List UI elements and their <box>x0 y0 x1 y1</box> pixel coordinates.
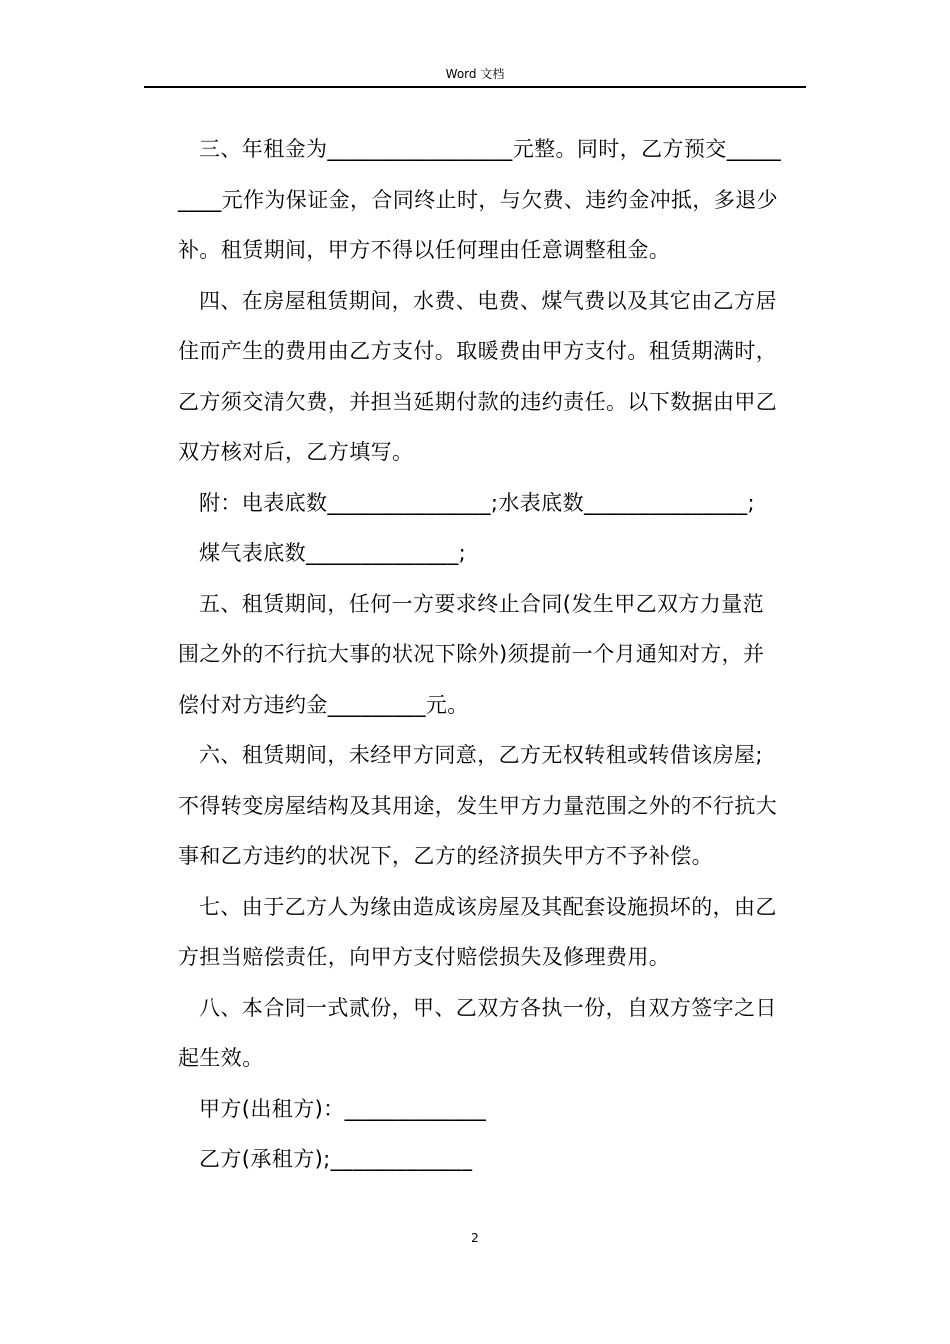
clause-8-line-2: 起生效。 <box>178 1046 264 1070</box>
clause-7-line-2: 方担当赔偿责任，向甲方支付赔偿损失及修理费用。 <box>178 945 671 969</box>
clause-4-line-3: 乙方须交清欠费，并担当延期付款的违约责任。以下数据由甲乙 <box>178 389 778 414</box>
lessor-signature-line: 甲方(出租方)：_____________ <box>199 1096 487 1121</box>
clause-7-line-1: 七、由于乙方人为缘由造成该房屋及其配套设施损坏的，由乙 <box>199 894 777 919</box>
clause-5-line-3: 偿付对方违约金_________元。 <box>178 692 469 717</box>
header-divider <box>144 86 806 88</box>
page-number: 2 <box>471 1231 479 1245</box>
clause-8-line-1: 八、本合同一式贰份，甲、乙双方各执一份，自双方签字之日 <box>199 995 777 1020</box>
clause-3-line-1: 三、年租金为_________________元整。同时，乙方预交_____ <box>199 137 782 161</box>
clause-6-line-1: 六、租赁期间，未经甲方同意，乙方无权转租或转借该房屋; <box>199 743 763 767</box>
meter-readings-line-2: 煤气表底数______________; <box>199 541 467 565</box>
clause-3-line-2: ____元作为保证金，合同终止时，与欠费、违约金冲抵，多退少 <box>178 187 778 212</box>
meter-readings-line-1: 附：电表底数_______________;水表底数_______________; <box>199 490 755 515</box>
clause-6-line-2: 不得转变房屋结构及其用途，发生甲方力量范围之外的不行抗大 <box>178 793 778 818</box>
clause-6-line-3: 事和乙方违约的状况下，乙方的经济损失甲方不予补偿。 <box>178 844 713 868</box>
clause-5-line-1: 五、租赁期间，任何一方要求终止合同(发生甲乙双方力量范 <box>199 591 764 616</box>
clause-4-line-4: 双方核对后，乙方填写。 <box>178 440 414 464</box>
clause-4-line-1: 四、在房屋租赁期间，水费、电费、煤气费以及其它由乙方居 <box>199 288 777 313</box>
page-header: Word 文档 <box>445 67 505 81</box>
document-body <box>178 124 808 1185</box>
lessee-signature-line: 乙方(承租方);_____________ <box>199 1147 473 1171</box>
clause-4-line-2: 住而产生的费用由乙方支付。取暖费由甲方支付。租赁期满时， <box>178 339 778 363</box>
clause-3-line-3: 补。租赁期间，甲方不得以任何理由任意调整租金。 <box>178 238 671 262</box>
clause-5-line-2: 围之外的不行抗大事的状况下除外)须提前一个月通知对方，并 <box>178 642 765 666</box>
